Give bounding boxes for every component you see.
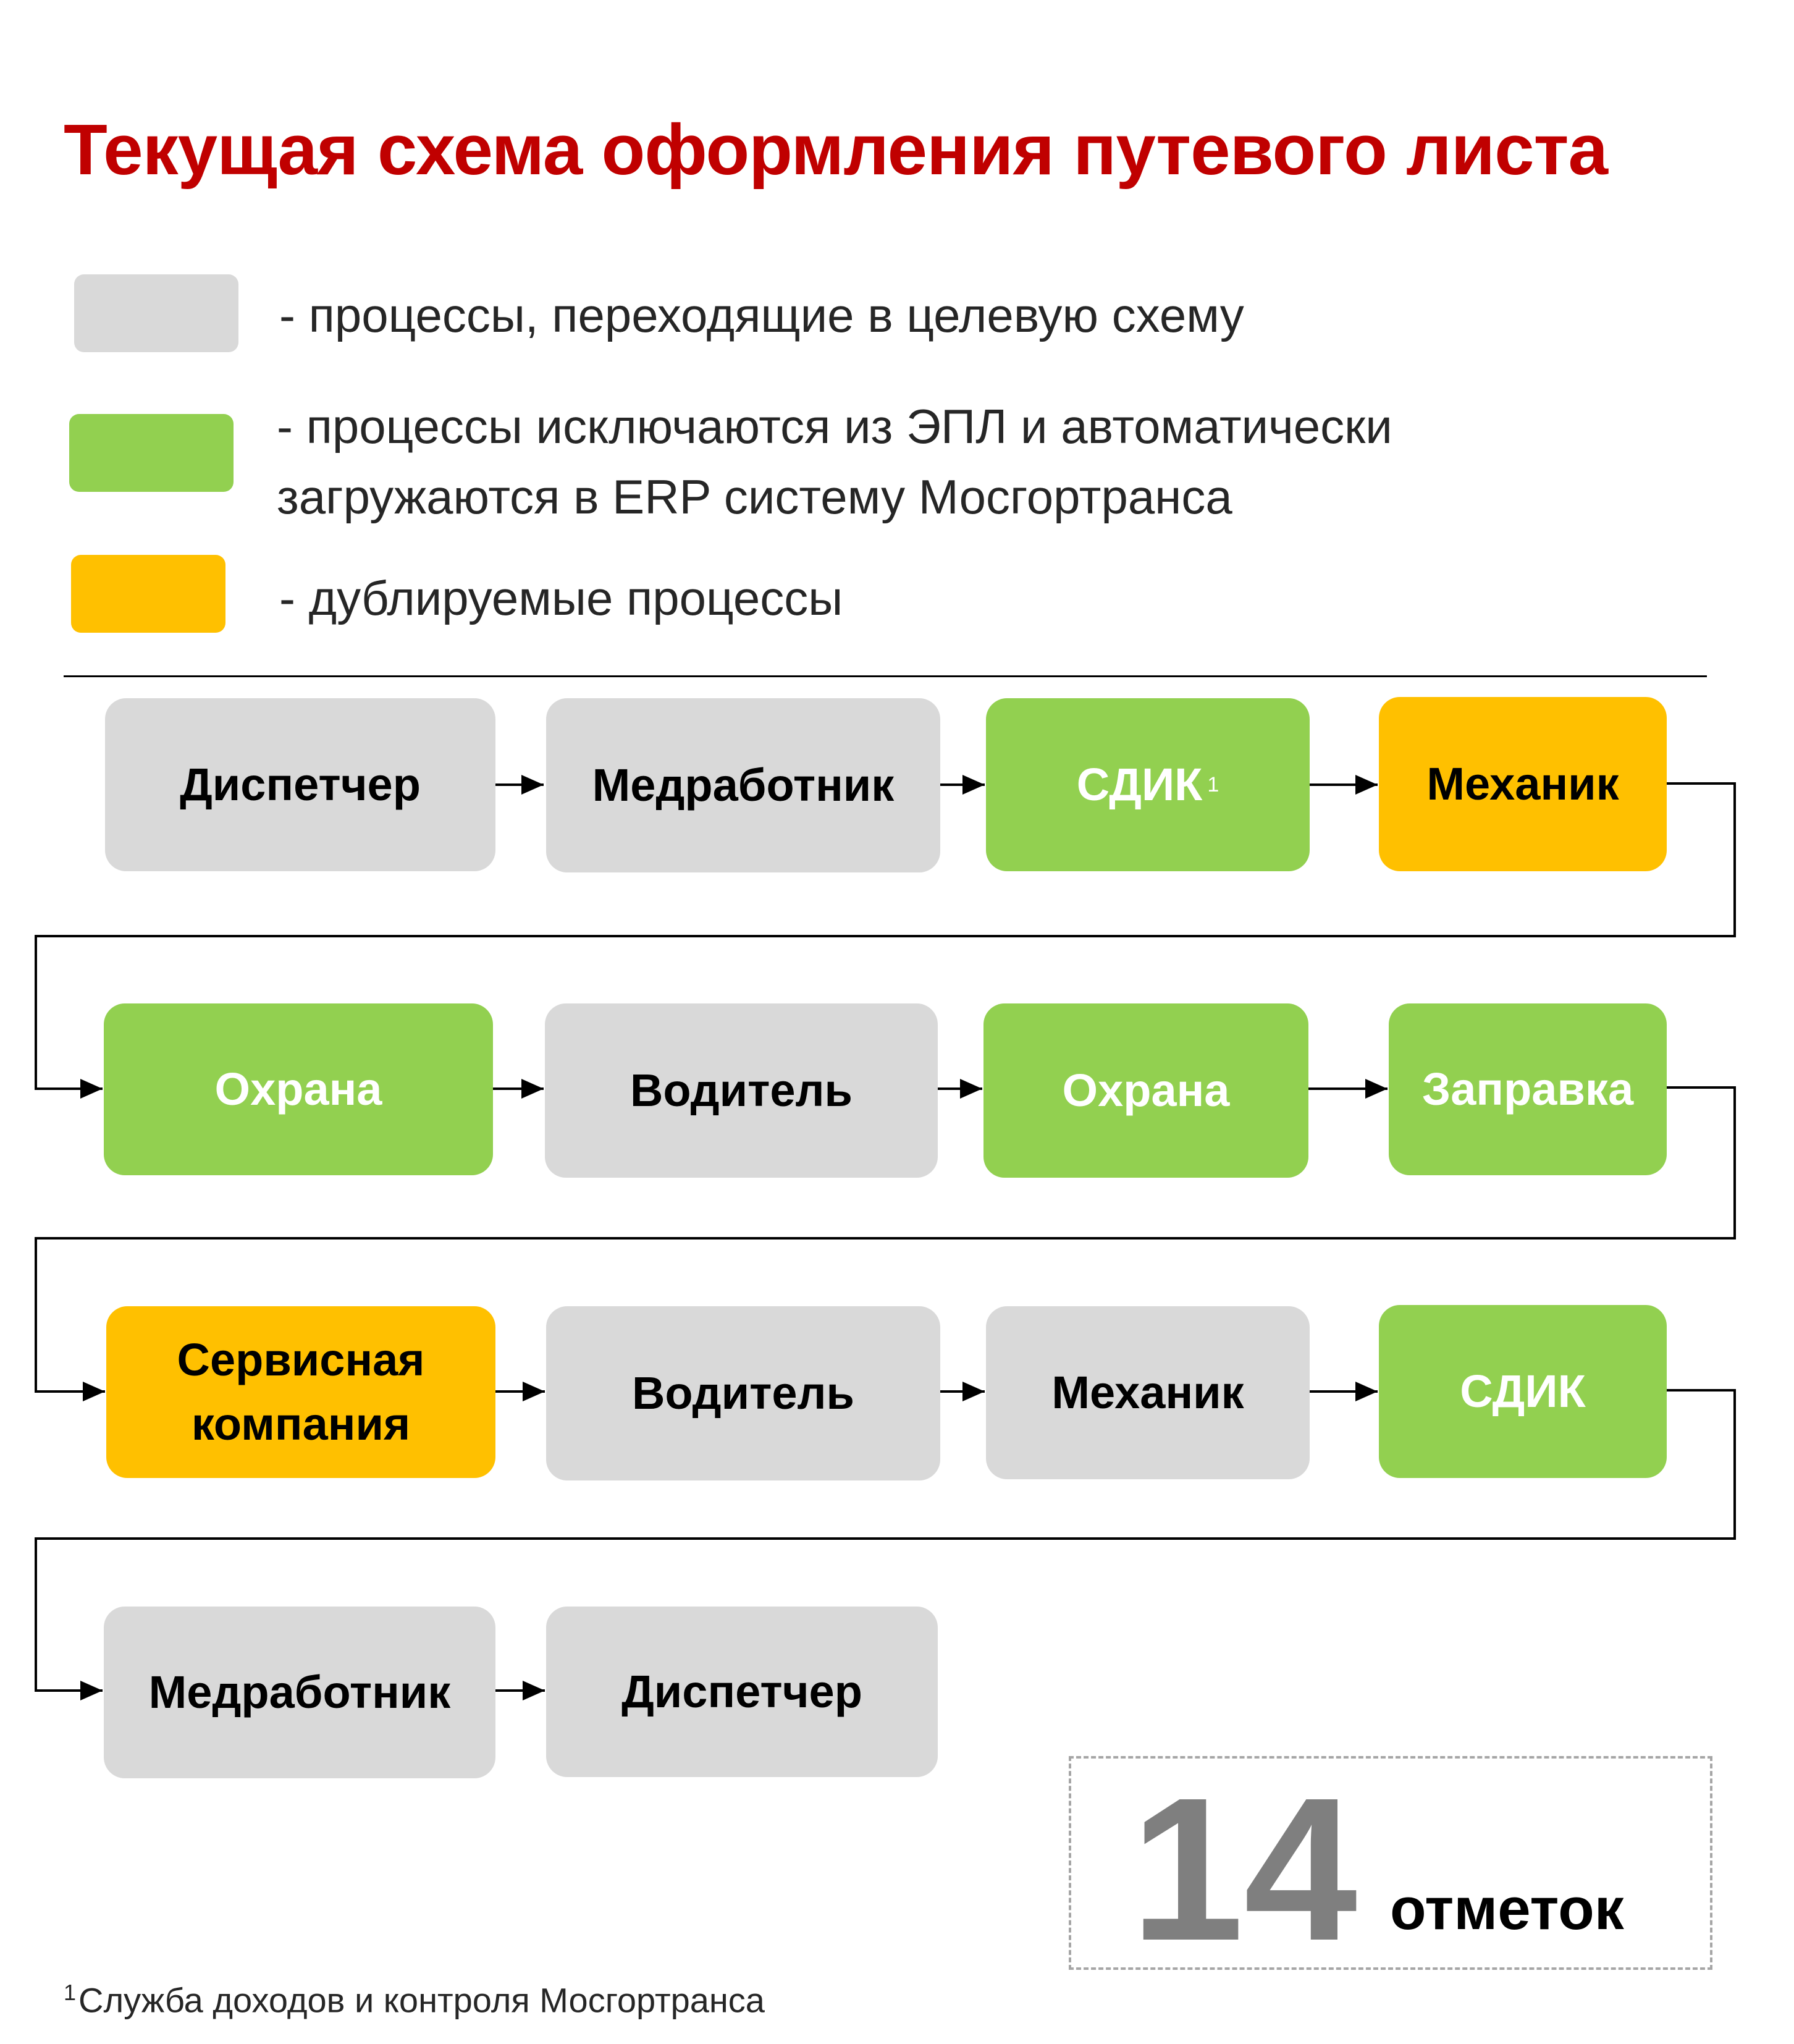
step-label: СДИК [1460, 1366, 1586, 1417]
step-label: СДИК [1076, 759, 1203, 810]
summary-unit: отметок [1390, 1876, 1624, 1942]
step-label: Водитель [631, 1367, 855, 1419]
step-label: Медработник [148, 1666, 451, 1718]
step-label: Охрана [214, 1063, 382, 1115]
step-sdik [986, 698, 1310, 871]
summary-count: 14 [1131, 1755, 1358, 1983]
footnote-text: Служба доходов и контроля Мосгортранса [78, 1980, 765, 2020]
legend-text-gray: - процессы, переходящие в целевую схему [279, 288, 1244, 342]
step-security [983, 1003, 1308, 1178]
footnote [64, 1968, 765, 2025]
step-label: Водитель [630, 1065, 853, 1116]
step-label: Диспетчер [180, 759, 421, 810]
step-driver [545, 1003, 938, 1178]
step-label: Сервисная [177, 1334, 425, 1385]
step-dispatcher [546, 1607, 938, 1777]
step-mechanic [1379, 697, 1667, 871]
step-label: Диспетчер [621, 1666, 862, 1717]
step-mechanic [986, 1306, 1310, 1479]
legend-text-orange: - дублируемые процессы [279, 571, 843, 625]
legend-text-green: - процессы исключаются из ЭПЛ и автоматически [277, 399, 1392, 454]
step-service-company [106, 1306, 495, 1478]
footnote-marker: 1 [64, 1980, 77, 2005]
step-label: Охрана [1062, 1065, 1230, 1116]
legend-text-green-line2: загружаются в ERP систему Мосгортранса [277, 470, 1232, 524]
step-refueling [1389, 1003, 1667, 1175]
step-sdik [1379, 1305, 1667, 1478]
step-driver [546, 1306, 940, 1480]
step-label: Медработник [592, 759, 895, 811]
page-title: Текущая схема оформления путевого листа [64, 109, 1607, 190]
step-label: Механик [1426, 758, 1619, 809]
step-label: Механик [1051, 1367, 1244, 1418]
step-label: Заправка [1421, 1063, 1634, 1115]
step-label-line2: компания [191, 1398, 411, 1450]
step-medic [546, 698, 940, 872]
step-dispatcher [105, 698, 495, 871]
step-security [104, 1003, 493, 1175]
step-medic [104, 1607, 495, 1778]
footnote-marker: 1 [1207, 773, 1219, 796]
